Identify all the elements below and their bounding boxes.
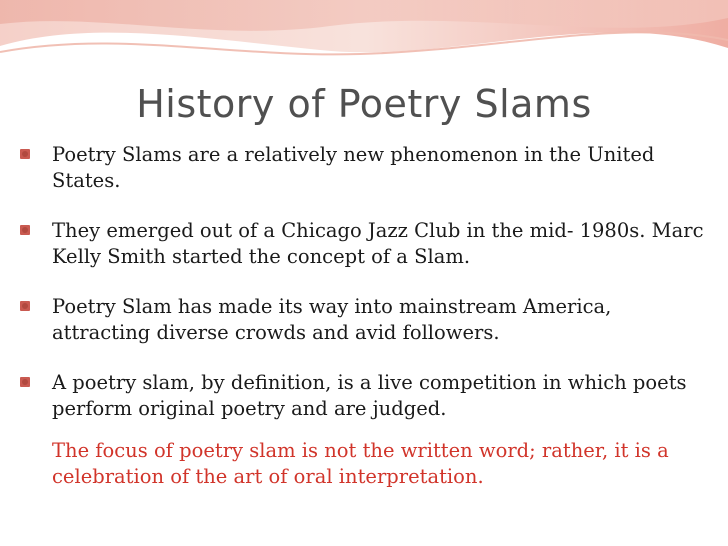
square-bullet-icon	[20, 225, 30, 235]
bullet-item	[0, 142, 728, 194]
square-bullet-icon	[20, 377, 30, 387]
bullet-item	[0, 294, 728, 346]
bullet-list	[0, 142, 728, 490]
bullet-text: They emerged out of a Chicago Jazz Club in the mid- 1980s. Marc Kelly Smith started the concept of a Slam.	[52, 219, 704, 268]
bullet-item	[0, 370, 728, 422]
square-bullet-icon	[20, 301, 30, 311]
bullet-item	[0, 218, 728, 270]
highlighted-note: The focus of poetry slam is not the written word; rather, it is a celebration of the art of oral interpretation.	[52, 439, 669, 488]
bullet-text: Poetry Slams are a relatively new phenomenon in the United States.	[52, 143, 655, 192]
slide-title-text: History of Poetry Slams	[136, 82, 592, 126]
slide-title	[0, 78, 728, 130]
header-decoration	[0, 0, 728, 70]
square-bullet-icon	[20, 149, 30, 159]
bullet-text: Poetry Slam has made its way into mainstream America, attracting diverse crowds and avid followers.	[52, 295, 612, 344]
bullet-text: A poetry slam, by definition, is a live competition in which poets perform original poetry and are judged.	[52, 371, 687, 420]
